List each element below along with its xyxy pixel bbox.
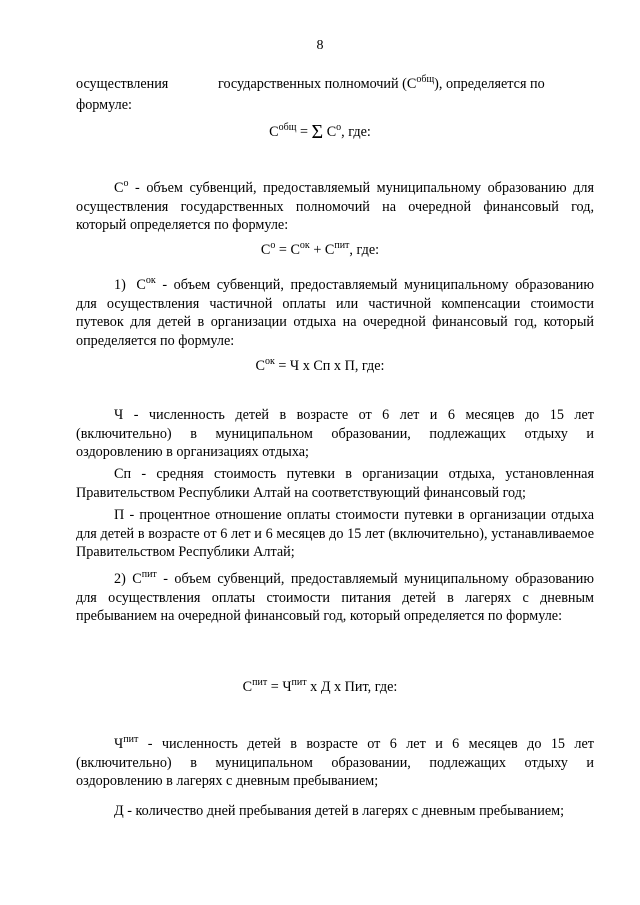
definition-sp: Сп - средняя стоимость путевки в организации отдыха, установленная Правительством Республики Алтай на соответствующий финансовый год; bbox=[76, 466, 594, 501]
formula-total: $С^{общ} = \Sigma$ $С^о$, где: bbox=[269, 121, 371, 143]
item-1-paragraph: 1) $С^{ок}$ - объем субвенций, предоставляемый муниципальному образованию для осуществления частичной оплаты или частичной компенсации стоимости путевок для детей в организации отдыха на очередной финансовый год, который определяется по формуле: bbox=[76, 275, 594, 349]
formula-co: $С^о = С^{ок} + С^{пит}$, где: bbox=[260, 240, 380, 258]
intro-word-1: осуществления bbox=[76, 76, 169, 92]
definition-ch-pit: $Ч^{пит}$ - численность детей в возрасте от 6 лет и 6 месяцев до 15 лет (включительно) в муниципальном образовании, подлежащих отдыху и оздоровлению в лагерях с дневным пребыванием; bbox=[76, 734, 594, 789]
intro-word-2: государственных полномочий $(С^{общ})$, определяется по bbox=[218, 74, 545, 92]
definition-p: П - процентное отношение оплаты стоимости путевки в организации отдыха для детей в возрасте от 6 лет и 6 месяцев до 15 лет (включительно), устанавливаемое Правительством Республики Алтай; bbox=[76, 507, 594, 560]
intro-line-2: формуле: bbox=[76, 97, 132, 113]
formula-cok: $С^{ок} = Ч$ х Сп х П, где: bbox=[255, 356, 385, 374]
page-number: 8 bbox=[316, 38, 324, 53]
definition-ch: Ч - численность детей в возрасте от 6 лет и 6 месяцев до 15 лет (включительно) в муниципальном образовании, подлежащих отдыху и оздоровлению в организациях отдыха; bbox=[76, 407, 594, 460]
paragraph-co-definition: $С^о$ - объем субвенций, предоставляемый муниципальному образованию для осуществления государственных полномочий на очередной финансовый год, который определяется по формуле: bbox=[76, 178, 594, 233]
formula-cpit: $С^{пит} = Ч^{пит}$ х Д х Пит, где: bbox=[242, 677, 398, 695]
item-2-paragraph: 2) $С^{пит}$ - объем субвенций, предоставляемый муниципальному образованию для осуществления оплаты стоимости питания детей в лагерях с дневным пребыванием на очередной финансовый год, который определяется по формуле: bbox=[76, 569, 594, 624]
definition-d: Д - количество дней пребывания детей в лагерях с дневным пребыванием; bbox=[114, 803, 565, 819]
